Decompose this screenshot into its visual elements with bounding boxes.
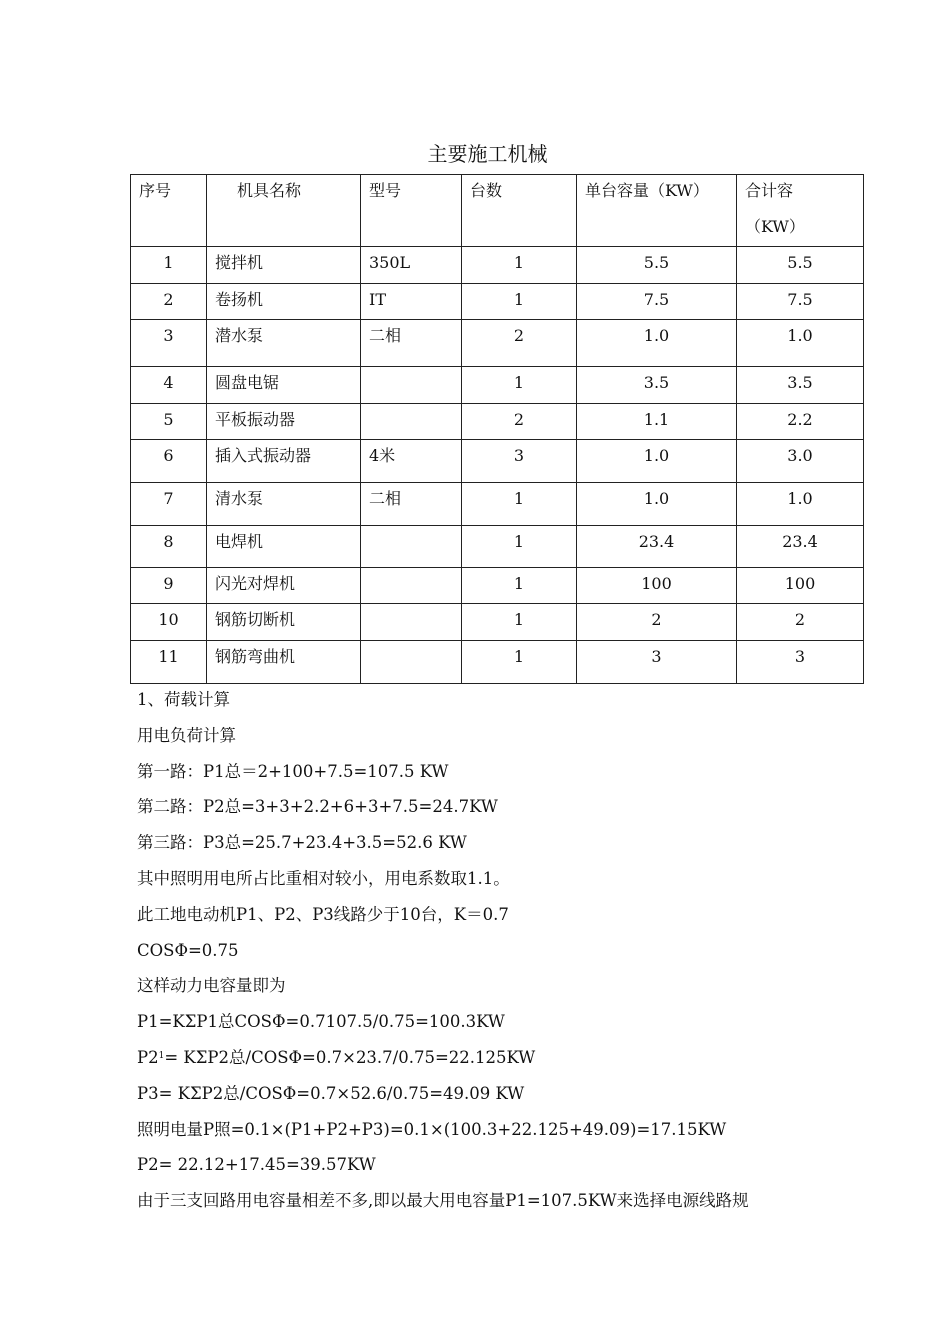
cell-total-capacity: 2.2 xyxy=(737,404,864,440)
cell-quantity: 1 xyxy=(462,641,577,684)
cell-total-capacity: 5.5 xyxy=(737,247,864,284)
page-title: 主要施工机械 xyxy=(427,142,548,166)
cell-unit-capacity: 1.1 xyxy=(577,404,737,440)
cell-unit-capacity: 1.0 xyxy=(577,483,737,526)
cell-name: 平板振动器 xyxy=(207,404,361,440)
cell-total-capacity: 100 xyxy=(737,568,864,604)
cell-quantity: 1 xyxy=(462,483,577,526)
body-line: P3= KΣP2总/COSΦ=0.7×52.6/0.75=49.09 KW xyxy=(137,1083,525,1103)
cell-index: 2 xyxy=(131,284,207,320)
cell-unit-capacity: 3.5 xyxy=(577,367,737,404)
table-row xyxy=(131,320,864,367)
cell-unit-capacity: 5.5 xyxy=(577,247,737,284)
body-line: 其中照明用电所占比重相对较小，用电系数取1.1。 xyxy=(137,868,510,888)
cell-model: 二相 xyxy=(361,320,462,367)
cell-model xyxy=(361,568,462,604)
header-index: 序号 xyxy=(131,175,207,247)
body-line: COSΦ=0.75 xyxy=(137,940,239,960)
body-line: 1、荷载计算 xyxy=(137,690,230,709)
cell-unit-capacity: 23.4 xyxy=(577,526,737,568)
cell-name: 闪光对焊机 xyxy=(207,568,361,604)
cell-model: IT xyxy=(361,284,462,320)
table-header-row xyxy=(131,175,864,247)
cell-total-capacity: 3.0 xyxy=(737,440,864,483)
cell-quantity: 1 xyxy=(462,247,577,284)
cell-model: 二相 xyxy=(361,483,462,526)
cell-index: 5 xyxy=(131,404,207,440)
cell-model xyxy=(361,641,462,684)
header-quantity: 台数 xyxy=(462,175,577,247)
header-total-line1: 合计容 xyxy=(745,181,794,200)
cell-quantity: 1 xyxy=(462,604,577,641)
cell-quantity: 3 xyxy=(462,440,577,483)
cell-quantity: 2 xyxy=(462,320,577,367)
cell-model xyxy=(361,604,462,641)
cell-total-capacity: 7.5 xyxy=(737,284,864,320)
table-row xyxy=(131,404,864,440)
cell-name: 圆盘电锯 xyxy=(207,367,361,404)
cell-index: 7 xyxy=(131,483,207,526)
body-line: P2= 22.12+17.45=39.57KW xyxy=(137,1155,376,1175)
cell-name: 钢筋切断机 xyxy=(207,604,361,641)
cell-name: 插入式振动器 xyxy=(207,440,361,483)
cell-total-capacity: 3.5 xyxy=(737,367,864,404)
cell-name: 卷扬机 xyxy=(207,284,361,320)
cell-quantity: 1 xyxy=(462,568,577,604)
cell-total-capacity: 3 xyxy=(737,641,864,684)
cell-quantity: 1 xyxy=(462,284,577,320)
header-model: 型号 xyxy=(361,175,462,247)
equipment-table xyxy=(130,174,864,684)
cell-unit-capacity: 100 xyxy=(577,568,737,604)
cell-index: 6 xyxy=(131,440,207,483)
body-line: 用电负荷计算 xyxy=(137,725,236,745)
cell-unit-capacity: 2 xyxy=(577,604,737,641)
cell-model xyxy=(361,404,462,440)
header-unit-capacity: 单台容量（KW） xyxy=(577,175,737,247)
cell-index: 11 xyxy=(131,641,207,684)
body-text xyxy=(137,688,877,1225)
cell-model: 350L xyxy=(361,247,462,284)
cell-name: 清水泵 xyxy=(207,483,361,526)
cell-quantity: 2 xyxy=(462,404,577,440)
cell-unit-capacity: 7.5 xyxy=(577,284,737,320)
cell-name: 搅拌机 xyxy=(207,247,361,284)
cell-unit-capacity: 1.0 xyxy=(577,440,737,483)
cell-index: 9 xyxy=(131,568,207,604)
header-name: 机具名称 xyxy=(207,175,361,247)
body-line: 这样动力电容量即为 xyxy=(137,976,286,996)
body-line: 照明电量P照=0.1×(P1+P2+P3)=0.1×(100.3+22.125+49.09)=17.15KW xyxy=(137,1119,727,1139)
cell-unit-capacity: 1.0 xyxy=(577,320,737,367)
cell-name: 潜水泵 xyxy=(207,320,361,367)
table-row xyxy=(131,604,864,641)
cell-index: 3 xyxy=(131,320,207,367)
cell-model xyxy=(361,526,462,568)
table-row xyxy=(131,641,864,684)
cell-index: 10 xyxy=(131,604,207,641)
table-row xyxy=(131,526,864,568)
body-line: P1=KΣP1总COSΦ=0.7107.5/0.75=100.3KW xyxy=(137,1012,505,1032)
body-line: 第三路：P3总=25.7+23.4+3.5=52.6 KW xyxy=(137,833,467,853)
cell-total-capacity: 23.4 xyxy=(737,526,864,568)
cell-index: 8 xyxy=(131,526,207,568)
cell-index: 4 xyxy=(131,367,207,404)
header-total-line2: （KW） xyxy=(745,217,805,236)
table-row xyxy=(131,440,864,483)
body-line xyxy=(137,1046,877,1082)
cell-name: 电焊机 xyxy=(207,526,361,568)
line-prefix: P2 xyxy=(137,1047,159,1067)
body-line: 第二路：P2总=3+3+2.2+6+3+7.5=24.7KW xyxy=(137,797,498,817)
cell-quantity: 1 xyxy=(462,367,577,404)
cell-total-capacity: 1.0 xyxy=(737,483,864,526)
line-superscript: 1 xyxy=(158,1050,165,1061)
cell-model xyxy=(361,367,462,404)
table-row xyxy=(131,247,864,284)
table-row xyxy=(131,483,864,526)
body-line: 第一路：P1总＝2+100+7.5=107.5 KW xyxy=(137,761,449,781)
line-suffix: = KΣP2总/COSΦ=0.7×23.7/0.75=22.125KW xyxy=(164,1047,536,1067)
body-line: 由于三支回路用电容量相差不多,即以最大用电容量P1=107.5KW来选择电源线路规 xyxy=(137,1191,749,1211)
cell-index: 1 xyxy=(131,247,207,284)
cell-quantity: 1 xyxy=(462,526,577,568)
table-row xyxy=(131,284,864,320)
cell-name: 钢筋弯曲机 xyxy=(207,641,361,684)
cell-total-capacity: 1.0 xyxy=(737,320,864,367)
cell-model: 4米 xyxy=(361,440,462,483)
header-total-capacity xyxy=(737,175,864,247)
body-line: 此工地电动机P1、P2、P3线路少于10台，K＝0.7 xyxy=(137,904,509,924)
cell-total-capacity: 2 xyxy=(737,604,864,641)
cell-unit-capacity: 3 xyxy=(577,641,737,684)
table-row xyxy=(131,367,864,404)
table-row xyxy=(131,568,864,604)
